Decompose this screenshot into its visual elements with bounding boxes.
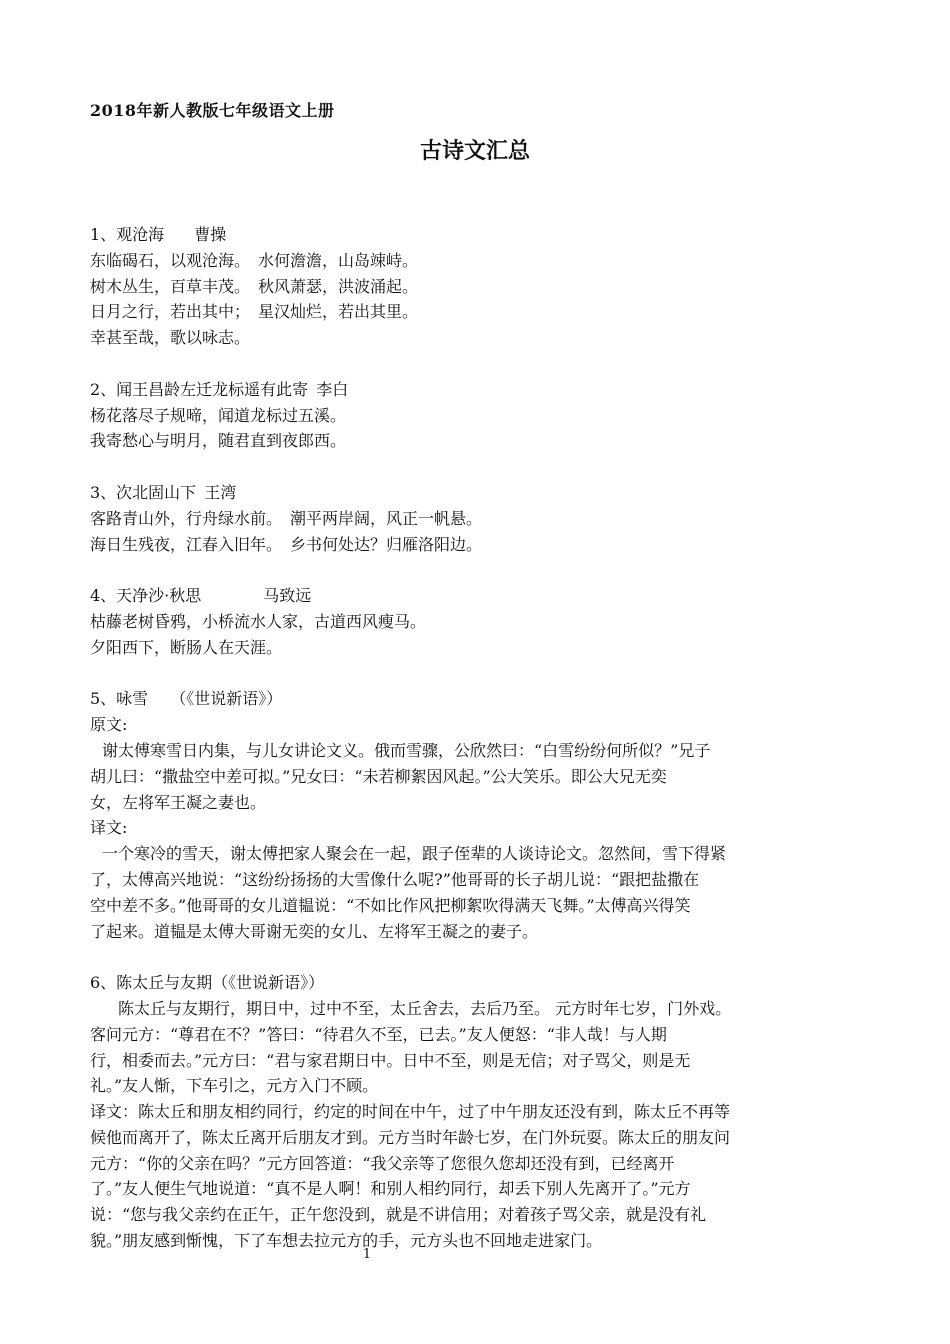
- poem-title: 2、闻王昌龄左迁龙标遥有此寄: [90, 379, 309, 399]
- poem-author: 李白: [316, 379, 349, 399]
- prose-line: 胡儿曰：“撒盐空中差可拟。”兄女曰：“未若柳絮因风起。”公大笑乐。即公大兄无奕: [90, 766, 667, 786]
- prose-line: 谢太傅寒雪日内集，与儿女讲论文义。俄而雪骤，公欣然曰：“白雪纷纷何所似？”兄子: [102, 740, 711, 760]
- poem-line: [90, 325, 870, 351]
- prose-line: 说：“您与我父亲约在正午，正午您没到，就是不讲信用；对着孩子骂父亲，就是没有礼: [90, 1205, 707, 1225]
- poem-line: [90, 403, 870, 429]
- poem-title: 1、观沧海: [90, 225, 165, 244]
- poem-verse: 海日生残夜，江春入旧年。: [90, 534, 283, 554]
- prose-line: 行，相委而去。”元方曰：“君与家君期日中。日中不至，则是无信；对子骂父，则是无: [90, 1050, 691, 1070]
- prose-line: 一个寒冷的雪天，谢太傅把家人聚会在一起，跟子侄辈的人谈诗论文。忽然间，雪下得紧: [102, 844, 727, 864]
- poem-verse: 我寄愁心与明月，随君直到夜郎西。: [90, 431, 347, 451]
- prose-source: （《世说新语》）: [170, 689, 283, 709]
- prose-line: 了，太傅高兴地说：“这纷纷扬扬的大雪像什么呢?”他哥哥的长子胡儿说：“跟把盐撒在: [90, 869, 700, 889]
- original-label: 原文:: [90, 715, 128, 735]
- poem-heading: [90, 222, 870, 248]
- poem-verse: 杨花落尽子规啼，闻道龙标过五溪。: [90, 405, 347, 425]
- poem-heading: [90, 583, 870, 609]
- poem-line: [90, 299, 870, 325]
- poem-verse: 乡书何处达？归雁洛阳边。: [290, 534, 483, 554]
- page-number: 1: [362, 1247, 372, 1262]
- prose-line: 女，左将军王凝之妻也。: [90, 792, 267, 812]
- prose-line: 貌。”朋友感到惭愧，下了车想去拉元方的手，元方头也不回地走进家门。: [90, 1231, 603, 1251]
- poem-title: 4、天净沙·秋思: [90, 586, 202, 606]
- prose-line: 了起来。道韫是太傅大哥谢无奕的女儿、左将军王凝之的妻子。: [90, 921, 539, 941]
- document-title: 古诗文汇总: [419, 138, 530, 164]
- poem-verse: 秋风萧瑟，洪波涌起。: [258, 276, 419, 296]
- poem-line: [90, 274, 870, 300]
- poem-author: 马致远: [263, 586, 312, 606]
- document-header: 2018年新人教版七年级语文上册: [90, 101, 335, 120]
- poem-line: [90, 635, 870, 661]
- poem-verse: 夕阳西下，断肠人在天涯。: [90, 637, 283, 657]
- poem-line: [90, 428, 870, 454]
- poem-verse: 日月之行，若出其中；: [90, 302, 251, 322]
- poem-heading: [90, 480, 870, 506]
- poem-line: [90, 506, 870, 532]
- document-body: [90, 222, 870, 1254]
- prose-line: 空中差不多。”他哥哥的女儿道韫说：“不如比作风把柳絮吹得满天飞舞。”太傅高兴得笑: [90, 895, 691, 915]
- poem-verse: 水何澹澹，山岛竦峙。: [258, 250, 419, 270]
- prose-heading: 6、陈太丘与友期（《世说新语》）: [90, 973, 325, 993]
- poem-author: 曹操: [194, 225, 227, 244]
- poem-verse: 枯藤老树昏鸦，小桥流水人家，古道西风瘦马。: [90, 611, 427, 631]
- poem-verse: 树木丛生，百草丰茂。: [90, 276, 251, 296]
- poem-heading: [90, 377, 870, 403]
- poem-verse: 东临碣石，以观沧海。: [90, 250, 251, 270]
- prose-line: 译文：陈太丘和朋友相约同行，约定的时间在中午，过了中午朋友还没有到，陈太丘不再等: [90, 1102, 731, 1122]
- poem-title: 3、次北固山下: [90, 482, 197, 502]
- prose-line: 了。”友人便生气地说道：“真不是人啊！和别人相约同行，却丢下别人先离开了。”元方: [90, 1179, 691, 1199]
- translation-label: 译文:: [90, 818, 128, 838]
- prose-line: 陈太丘与友期行，期日中，过中不至，太丘舍去，去后乃至。 元方时年七岁，门外戏。: [118, 998, 732, 1018]
- poem-verse: 幸甚至哉，歌以咏志。: [90, 328, 251, 348]
- poem-verse: 潮平两岸阔，风正一帆悬。: [290, 508, 483, 528]
- poem-author: 王湾: [204, 482, 237, 502]
- prose-line: 元方：“你的父亲在吗？”元方回答道：“我父亲等了您很久您却还没有到，已经离开: [90, 1153, 675, 1173]
- prose-line: 客问元方：“尊君在不？”答曰：“待君久不至，已去。”友人便怒：“非人哉！与人期: [90, 1024, 667, 1044]
- poem-verse: 星汉灿烂，若出其里。: [258, 302, 419, 322]
- prose-heading: [90, 686, 870, 712]
- poem-line: [90, 248, 870, 274]
- prose-line: 候他而离开了，陈太丘离开后朋友才到。元方当时年龄七岁，在门外玩耍。陈太丘的朋友问: [90, 1127, 731, 1147]
- poem-verse: 客路青山外，行舟绿水前。: [90, 508, 283, 528]
- poem-line: [90, 609, 870, 635]
- poem-line: [90, 532, 870, 558]
- prose-title: 5、咏雪: [90, 689, 149, 709]
- prose-line: 礼。”友人惭，下车引之，元方入门不顾。: [90, 1076, 379, 1096]
